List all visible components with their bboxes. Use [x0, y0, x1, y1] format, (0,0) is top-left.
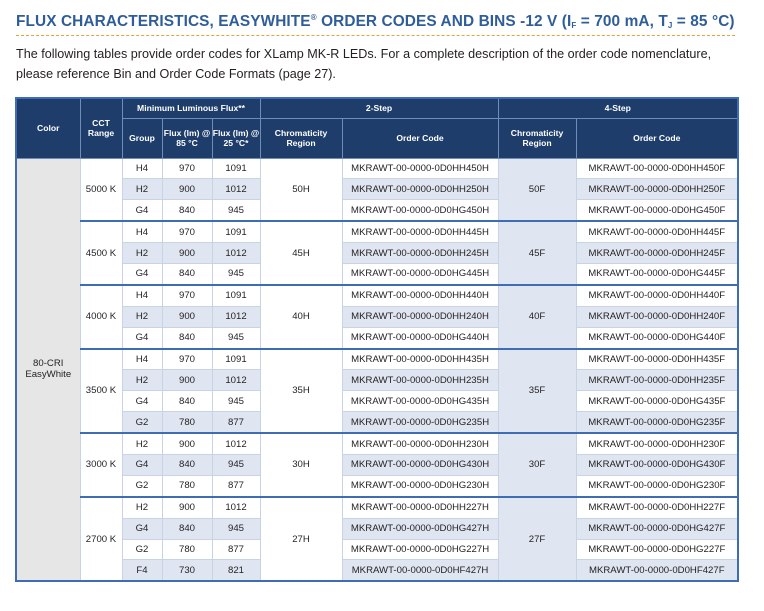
group-cell: F4 [122, 560, 162, 581]
order-code-2-cell: MKRAWT-00-0000-0D0HH250H [342, 179, 498, 200]
header-flux-85: Flux (lm) @ 85 °C [162, 118, 212, 158]
table-row [16, 454, 738, 475]
group-cell: G4 [122, 391, 162, 412]
cct-cell: 5000 K [80, 158, 122, 221]
chroma-region-2-cell: 50H [260, 158, 342, 221]
order-code-4-cell: MKRAWT-00-0000-0D0HH250F [576, 179, 738, 200]
header-order-code-4: Order Code [576, 118, 738, 158]
header-chroma-region-2: Chromaticity Region [260, 118, 342, 158]
flux-25-cell: 877 [212, 412, 260, 433]
table-body [16, 158, 738, 581]
order-code-2-cell: MKRAWT-00-0000-0D0HH445H [342, 221, 498, 242]
group-cell: H2 [122, 306, 162, 327]
chroma-region-4-cell: 50F [498, 158, 576, 221]
section-title: FLUX CHARACTERISTICS, EASYWHITE® ORDER CODES AND BINS -12 V ($I_F = 700$ mA, $T_J = 85$ °C) [16, 13, 735, 31]
table-row [16, 349, 738, 370]
flux-85-cell: 970 [162, 285, 212, 306]
flux-25-cell: 1012 [212, 243, 260, 264]
chroma-region-4-cell: 27F [498, 497, 576, 582]
order-code-2-cell: MKRAWT-00-0000-0D0HH227H [342, 497, 498, 518]
group-cell: G2 [122, 412, 162, 433]
order-code-4-cell: MKRAWT-00-0000-0D0HH230F [576, 433, 738, 454]
flux-85-cell: 840 [162, 391, 212, 412]
chroma-region-2-cell: 30H [260, 433, 342, 497]
flux-85-cell: 900 [162, 243, 212, 264]
flux-85-cell: 970 [162, 349, 212, 370]
group-cell: H2 [122, 497, 162, 518]
flux-25-cell: 877 [212, 539, 260, 560]
group-cell: G2 [122, 539, 162, 560]
order-code-4-cell: MKRAWT-00-0000-0D0HG440F [576, 327, 738, 348]
order-code-2-cell: MKRAWT-00-0000-0D0HG440H [342, 327, 498, 348]
order-code-2-cell: MKRAWT-00-0000-0D0HH435H [342, 349, 498, 370]
flux-85-cell: 780 [162, 412, 212, 433]
order-code-2-cell: MKRAWT-00-0000-0D0HH245H [342, 243, 498, 264]
flux-25-cell: 1091 [212, 285, 260, 306]
group-cell: H2 [122, 433, 162, 454]
table-row [16, 475, 738, 496]
order-code-2-cell: MKRAWT-00-0000-0D0HH235H [342, 370, 498, 391]
table-row [16, 243, 738, 264]
table-row [16, 179, 738, 200]
flux-25-cell: 945 [212, 200, 260, 221]
order-code-2-cell: MKRAWT-00-0000-0D0HF427H [342, 560, 498, 581]
order-code-4-cell: MKRAWT-00-0000-0D0HF427F [576, 560, 738, 581]
group-cell: H4 [122, 158, 162, 179]
flux-85-cell: 900 [162, 497, 212, 518]
order-code-2-cell: MKRAWT-00-0000-0D0HG227H [342, 539, 498, 560]
flux-25-cell: 1012 [212, 433, 260, 454]
order-code-4-cell: MKRAWT-00-0000-0D0HG430F [576, 454, 738, 475]
order-code-4-cell: MKRAWT-00-0000-0D0HH445F [576, 221, 738, 242]
chroma-region-2-cell: 27H [260, 497, 342, 582]
group-cell: H4 [122, 221, 162, 242]
header-2-step: 2-Step [260, 98, 498, 118]
table-row [16, 412, 738, 433]
flux-85-cell: 840 [162, 518, 212, 539]
order-code-4-cell: MKRAWT-00-0000-0D0HH435F [576, 349, 738, 370]
flux-25-cell: 945 [212, 327, 260, 348]
header-4-step: 4-Step [498, 98, 738, 118]
flux-85-cell: 840 [162, 327, 212, 348]
order-code-4-cell: MKRAWT-00-0000-0D0HH235F [576, 370, 738, 391]
order-code-2-cell: MKRAWT-00-0000-0D0HG430H [342, 454, 498, 475]
order-code-4-cell: MKRAWT-00-0000-0D0HG450F [576, 200, 738, 221]
table-row [16, 200, 738, 221]
order-code-table [15, 97, 739, 582]
header-group: Group [122, 118, 162, 158]
header-flux-25: Flux (lm) @ 25 °C* [212, 118, 260, 158]
group-cell: G4 [122, 327, 162, 348]
header-order-code-2: Order Code [342, 118, 498, 158]
order-code-4-cell: MKRAWT-00-0000-0D0HG445F [576, 263, 738, 284]
table-row [16, 158, 738, 179]
chroma-region-4-cell: 40F [498, 285, 576, 349]
group-cell: H4 [122, 285, 162, 306]
flux-25-cell: 1012 [212, 497, 260, 518]
table-row [16, 263, 738, 284]
group-cell: H4 [122, 349, 162, 370]
flux-85-cell: 900 [162, 433, 212, 454]
flux-25-cell: 945 [212, 518, 260, 539]
order-code-2-cell: MKRAWT-00-0000-0D0HG235H [342, 412, 498, 433]
chroma-region-4-cell: 45F [498, 221, 576, 285]
table-row [16, 221, 738, 242]
flux-85-cell: 730 [162, 560, 212, 581]
flux-25-cell: 1012 [212, 306, 260, 327]
header-chroma-region-4: Chromaticity Region [498, 118, 576, 158]
order-code-4-cell: MKRAWT-00-0000-0D0HH240F [576, 306, 738, 327]
flux-85-cell: 780 [162, 539, 212, 560]
order-code-2-cell: MKRAWT-00-0000-0D0HH240H [342, 306, 498, 327]
flux-25-cell: 1091 [212, 158, 260, 179]
group-cell: G4 [122, 263, 162, 284]
flux-85-cell: 840 [162, 200, 212, 221]
group-cell: G4 [122, 518, 162, 539]
chroma-region-2-cell: 35H [260, 349, 342, 434]
table-row [16, 285, 738, 306]
order-code-4-cell: MKRAWT-00-0000-0D0HG427F [576, 518, 738, 539]
flux-25-cell: 945 [212, 263, 260, 284]
table-row [16, 370, 738, 391]
flux-85-cell: 780 [162, 475, 212, 496]
group-cell: H2 [122, 370, 162, 391]
table-row [16, 560, 738, 581]
order-code-4-cell: MKRAWT-00-0000-0D0HG227F [576, 539, 738, 560]
table-row [16, 497, 738, 518]
flux-25-cell: 1091 [212, 349, 260, 370]
chroma-region-2-cell: 40H [260, 285, 342, 349]
table-row [16, 306, 738, 327]
flux-25-cell: 945 [212, 454, 260, 475]
flux-85-cell: 970 [162, 158, 212, 179]
chroma-region-4-cell: 30F [498, 433, 576, 497]
flux-25-cell: 1012 [212, 179, 260, 200]
group-cell: H2 [122, 179, 162, 200]
cct-cell: 4500 K [80, 221, 122, 285]
cct-cell: 3000 K [80, 433, 122, 497]
header-cct-range: CCT Range [80, 98, 122, 158]
order-code-2-cell: MKRAWT-00-0000-0D0HG427H [342, 518, 498, 539]
table-row [16, 391, 738, 412]
order-code-4-cell: MKRAWT-00-0000-0D0HG435F [576, 391, 738, 412]
order-code-2-cell: MKRAWT-00-0000-0D0HH440H [342, 285, 498, 306]
flux-25-cell: 821 [212, 560, 260, 581]
chroma-region-4-cell: 35F [498, 349, 576, 434]
group-cell: G4 [122, 454, 162, 475]
intro-paragraph: The following tables provide order codes for XLamp MK-R LEDs. For a complete description of the order code nomenclature, please reference Bin and Order Code Formats (page 27). [16, 47, 712, 81]
flux-85-cell: 900 [162, 370, 212, 391]
header-color: Color [16, 98, 80, 158]
order-code-4-cell: MKRAWT-00-0000-0D0HH227F [576, 497, 738, 518]
cct-cell: 3500 K [80, 349, 122, 434]
chroma-region-2-cell: 45H [260, 221, 342, 285]
flux-85-cell: 840 [162, 454, 212, 475]
order-code-4-cell: MKRAWT-00-0000-0D0HH245F [576, 243, 738, 264]
flux-25-cell: 945 [212, 391, 260, 412]
order-code-4-cell: MKRAWT-00-0000-0D0HH440F [576, 285, 738, 306]
order-code-4-cell: MKRAWT-00-0000-0D0HG235F [576, 412, 738, 433]
order-code-2-cell: MKRAWT-00-0000-0D0HH230H [342, 433, 498, 454]
group-cell: G4 [122, 200, 162, 221]
flux-85-cell: 900 [162, 179, 212, 200]
order-code-4-cell: MKRAWT-00-0000-0D0HH450F [576, 158, 738, 179]
title-divider [16, 35, 735, 36]
group-cell: G2 [122, 475, 162, 496]
group-cell: H2 [122, 243, 162, 264]
cct-cell: 2700 K [80, 497, 122, 582]
header-min-flux: Minimum Luminous Flux** [122, 98, 260, 118]
color-cell: 80-CRI EasyWhite [16, 158, 80, 581]
order-code-2-cell: MKRAWT-00-0000-0D0HG435H [342, 391, 498, 412]
flux-25-cell: 877 [212, 475, 260, 496]
flux-25-cell: 1012 [212, 370, 260, 391]
order-code-2-cell: MKRAWT-00-0000-0D0HH450H [342, 158, 498, 179]
table-row [16, 433, 738, 454]
flux-25-cell: 1091 [212, 221, 260, 242]
order-code-4-cell: MKRAWT-00-0000-0D0HG230F [576, 475, 738, 496]
order-code-2-cell: MKRAWT-00-0000-0D0HG450H [342, 200, 498, 221]
order-code-2-cell: MKRAWT-00-0000-0D0HG445H [342, 263, 498, 284]
flux-85-cell: 970 [162, 221, 212, 242]
flux-85-cell: 900 [162, 306, 212, 327]
cct-cell: 4000 K [80, 285, 122, 349]
table-row [16, 518, 738, 539]
table-row [16, 539, 738, 560]
order-code-2-cell: MKRAWT-00-0000-0D0HG230H [342, 475, 498, 496]
table-row [16, 327, 738, 348]
flux-85-cell: 840 [162, 263, 212, 284]
